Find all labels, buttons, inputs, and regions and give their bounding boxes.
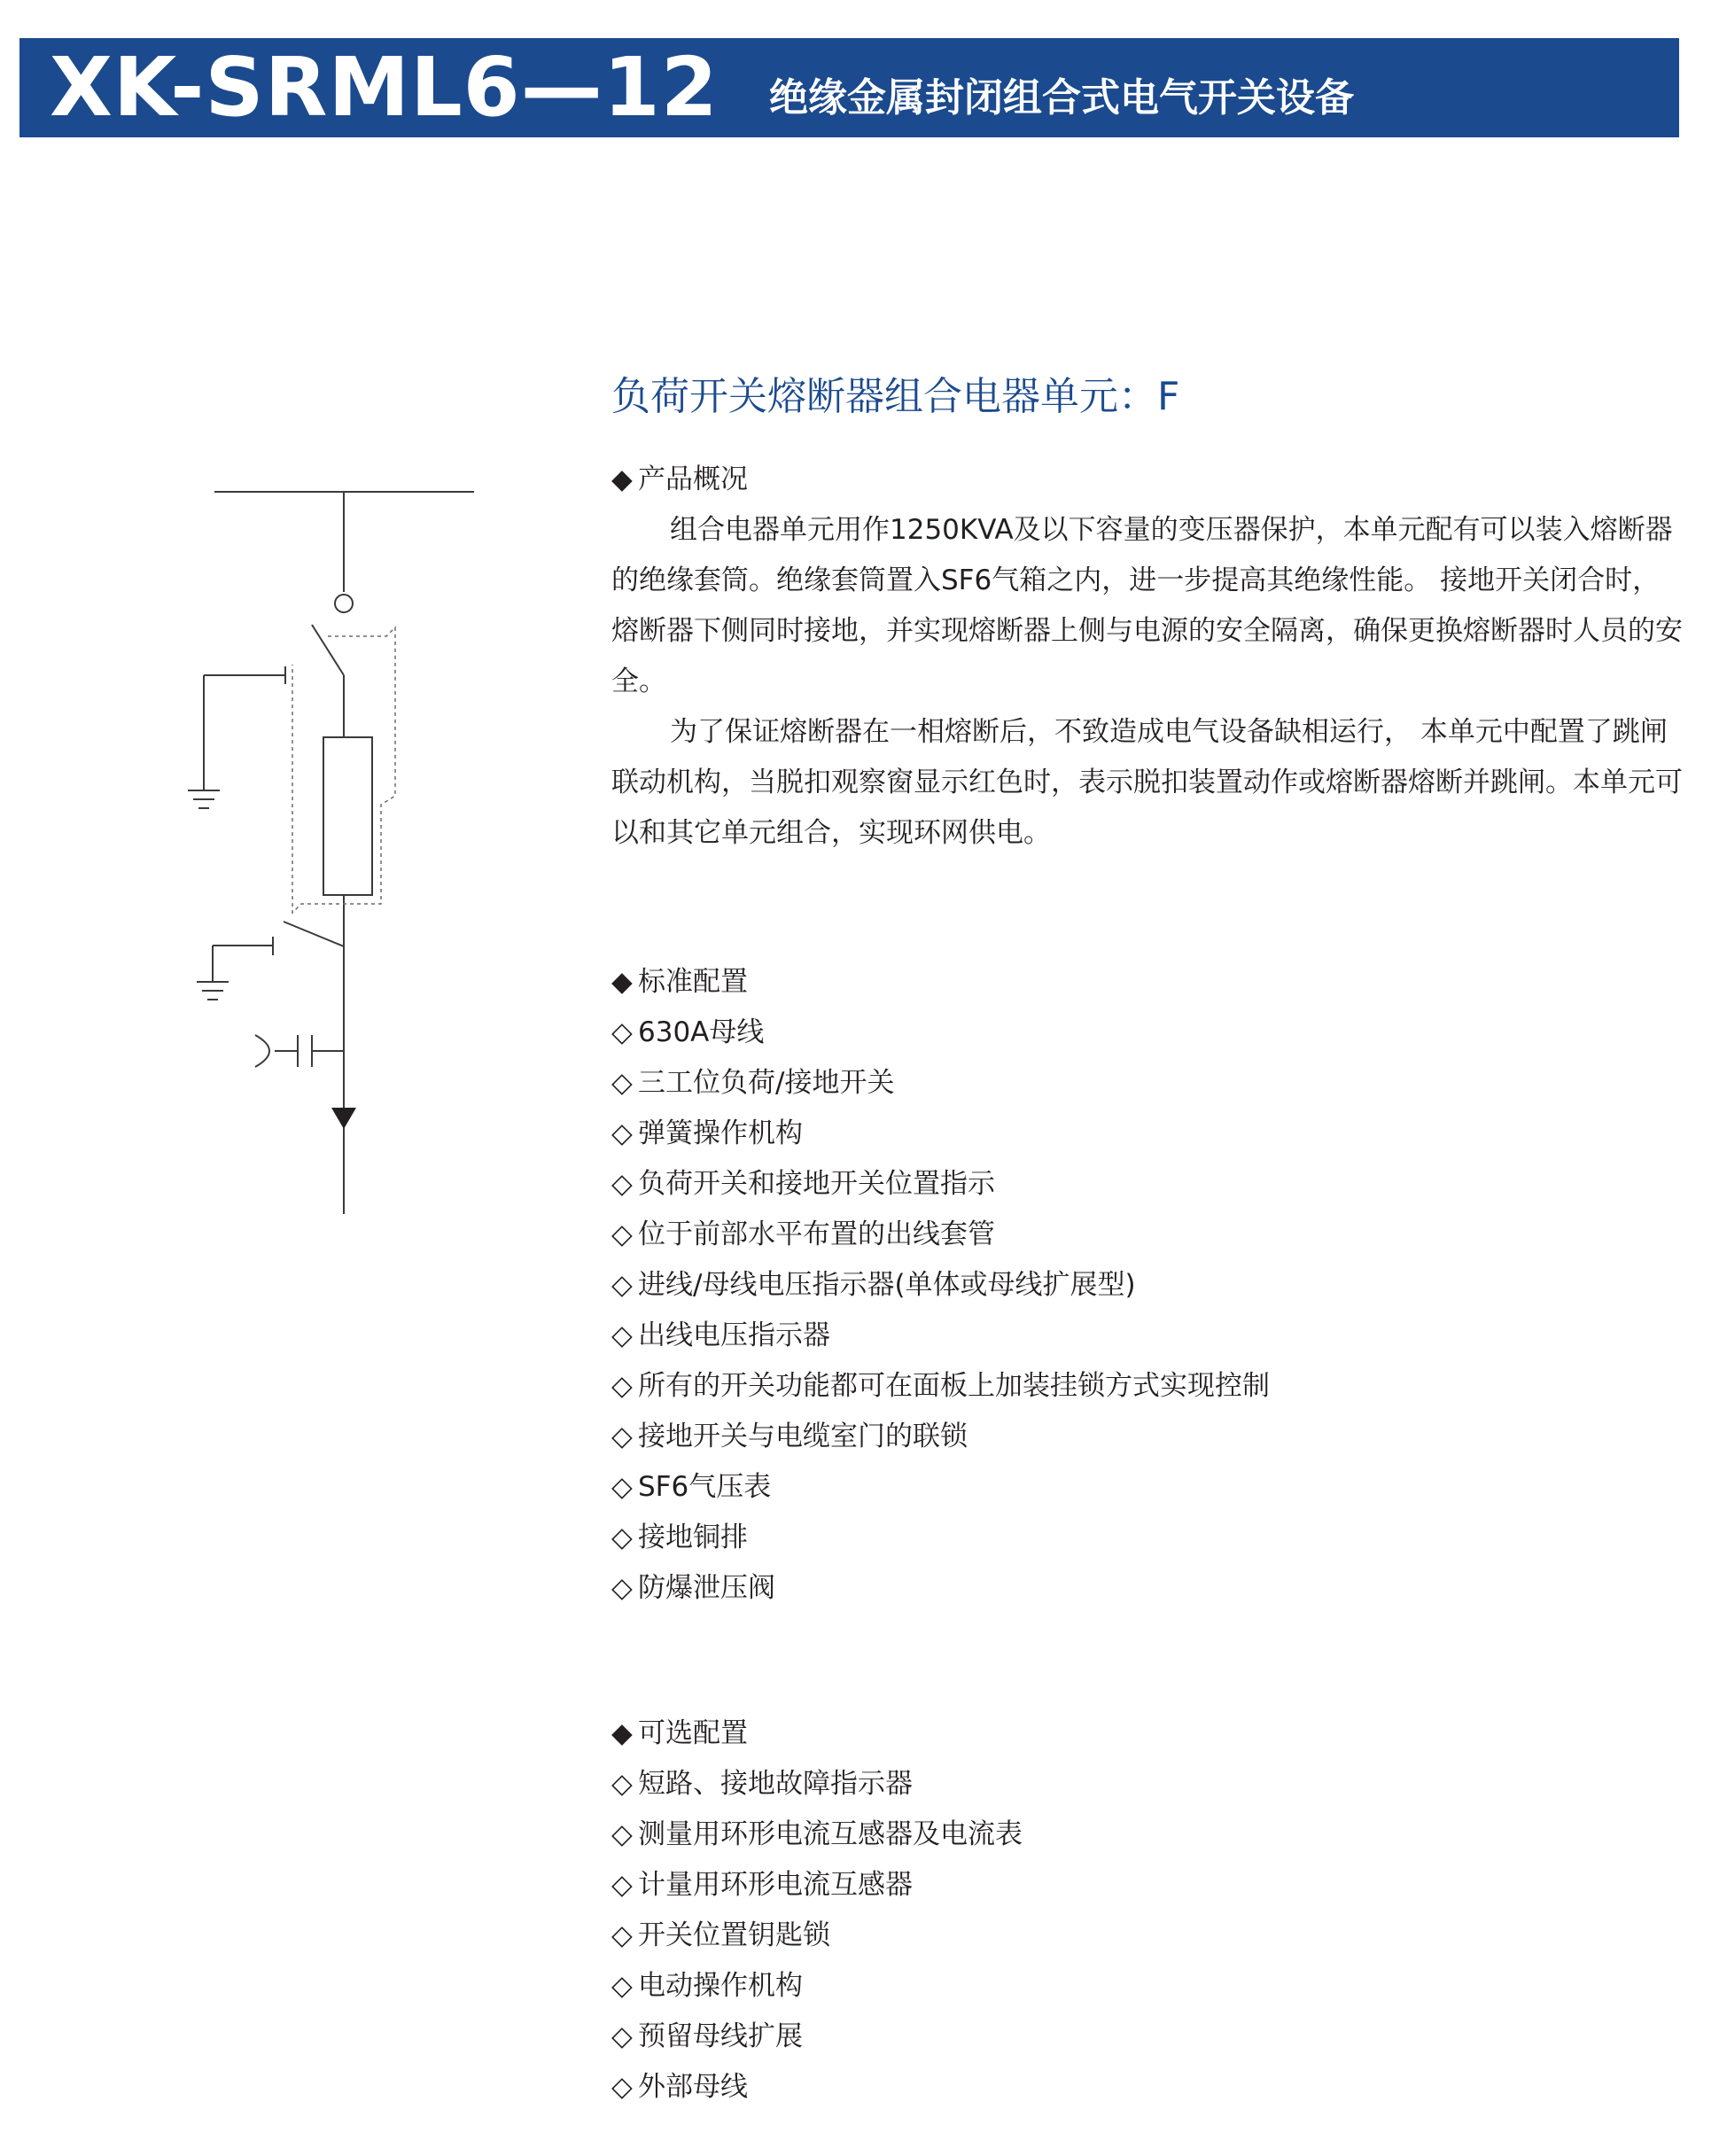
diamond-outline-icon: ◇ bbox=[611, 1319, 633, 1351]
list-item: ◇ 接地开关与电缆室门的联锁 bbox=[611, 1412, 1270, 1462]
section-title: 负荷开关熔断器组合电器单元：F bbox=[611, 374, 1180, 419]
diamond-outline-icon: ◇ bbox=[611, 1067, 633, 1099]
diamond-outline-icon: ◇ bbox=[611, 1919, 633, 1951]
overview-paragraph-2: 为了保证熔断器在一相熔断后，不致造成电气设备缺相运行， 本单元中配置了跳闸联动机构，当脱扣观察窗显示红色时，表示脱扣装置动作或熔断器熔断并跳闸。本单元可以和其它单元组合，实现环网供电。 bbox=[611, 716, 1683, 849]
isolation-circle bbox=[335, 595, 353, 612]
list-item: ◇ 测量用环形电流互感器及电流表 bbox=[611, 1810, 1023, 1860]
fuse-rect bbox=[323, 737, 372, 895]
standard-heading bbox=[611, 957, 1270, 1008]
header-model: XK-SRML6—12 bbox=[50, 40, 719, 135]
diamond-outline-icon: ◇ bbox=[611, 1572, 633, 1604]
standard-section bbox=[611, 957, 1270, 1614]
overview-heading bbox=[611, 455, 1684, 505]
diamond-outline-icon: ◇ bbox=[611, 1522, 633, 1553]
diamond-outline-icon: ◇ bbox=[611, 1818, 633, 1850]
diamond-outline-icon: ◇ bbox=[611, 1269, 633, 1301]
diamond-outline-icon: ◇ bbox=[611, 1218, 633, 1250]
diamond-filled-icon: ◆ bbox=[611, 1717, 633, 1749]
cable-end-triangle bbox=[331, 1108, 356, 1129]
list-item: ◇ 外部母线 bbox=[611, 2062, 1023, 2113]
optional-heading-text: 可选配置 bbox=[638, 1717, 748, 1749]
list-item: ◇ 接地铜排 bbox=[611, 1513, 1270, 1563]
list-item: ◇ 弹簧操作机构 bbox=[611, 1109, 1270, 1159]
overview-section bbox=[611, 455, 1684, 859]
load-switch-blade bbox=[312, 625, 344, 675]
diamond-outline-icon: ◇ bbox=[611, 1471, 633, 1503]
interlock-dashed-path bbox=[292, 627, 395, 913]
header-subtitle: 绝缘金属封闭组合式电气开关设备 bbox=[769, 75, 1354, 121]
list-item: ◇ 防爆泄压阀 bbox=[611, 1563, 1270, 1614]
list-item: ◇ 630A母线 bbox=[611, 1008, 1270, 1058]
overview-heading-text: 产品概况 bbox=[638, 463, 748, 495]
diamond-outline-icon: ◇ bbox=[611, 1168, 633, 1200]
list-item: ◇ 负荷开关和接地开关位置指示 bbox=[611, 1159, 1270, 1210]
list-item: ◇ SF6气压表 bbox=[611, 1462, 1270, 1513]
diamond-outline-icon: ◇ bbox=[611, 1016, 633, 1048]
diamond-outline-icon: ◇ bbox=[611, 1970, 633, 2002]
diamond-outline-icon: ◇ bbox=[611, 2071, 633, 2103]
optional-section bbox=[611, 1708, 1023, 2113]
list-item: ◇ 进线/母线电压指示器(单体或母线扩展型) bbox=[611, 1260, 1270, 1311]
list-item: ◇ 三工位负荷/接地开关 bbox=[611, 1058, 1270, 1109]
overview-paragraph-1: 组合电器单元用作1250KVA及以下容量的变压器保护，本单元配有可以装入熔断器的绝缘套筒。绝缘套筒置入SF6气箱之内，进一步提高其绝缘性能。 接地开关闭合时，熔断器下侧同时接地，并实现熔断器上侧与电源的安全隔离，确保更换熔断器时人员的安全。 bbox=[611, 514, 1683, 697]
diamond-outline-icon: ◇ bbox=[611, 1117, 633, 1149]
list-item: ◇ 电动操作机构 bbox=[611, 1961, 1023, 2012]
diamond-filled-icon: ◆ bbox=[611, 966, 633, 998]
diamond-outline-icon: ◇ bbox=[611, 1420, 633, 1452]
list-item: ◇ 开关位置钥匙锁 bbox=[611, 1911, 1023, 1961]
list-item: ◇ 短路、接地故障指示器 bbox=[611, 1759, 1023, 1810]
diamond-outline-icon: ◇ bbox=[611, 1768, 633, 1800]
list-item: ◇ 出线电压指示器 bbox=[611, 1311, 1270, 1361]
cap-arc bbox=[255, 1035, 269, 1067]
list-item: ◇ 计量用环形电流互感器 bbox=[611, 1860, 1023, 1911]
list-item: ◇ 预留母线扩展 bbox=[611, 2012, 1023, 2062]
diamond-outline-icon: ◇ bbox=[611, 1869, 633, 1901]
list-item: ◇ 位于前部水平布置的出线套管 bbox=[611, 1210, 1270, 1260]
optional-heading bbox=[611, 1708, 1023, 1759]
diamond-outline-icon: ◇ bbox=[611, 2020, 633, 2052]
lower-earth-blade bbox=[284, 922, 344, 946]
list-item: ◇ 所有的开关功能都可在面板上加装挂锁方式实现控制 bbox=[611, 1361, 1270, 1412]
diamond-outline-icon: ◇ bbox=[611, 1370, 633, 1402]
diamond-filled-icon: ◆ bbox=[611, 463, 633, 495]
header-bar bbox=[19, 38, 1679, 137]
standard-heading-text: 标准配置 bbox=[638, 966, 748, 998]
single-line-diagram bbox=[177, 479, 496, 1241]
